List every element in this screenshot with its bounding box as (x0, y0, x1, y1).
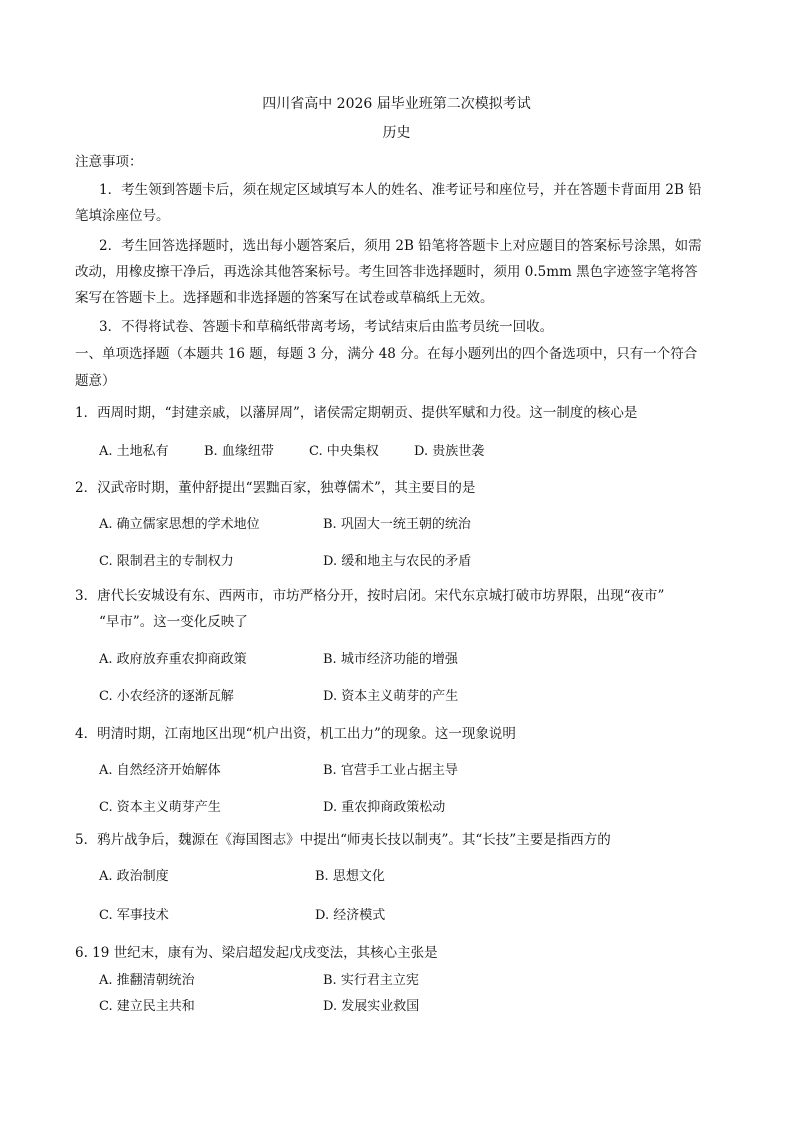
notice-item-2-line-2: 改动，用橡皮擦干净后，再选涂其他答案标号。考生回答非选择题时，须用 0.5mm 黑色字迹签字笔将答 (75, 264, 698, 280)
question-2-option-b: B. 巩固大一统王朝的统治 (323, 517, 471, 532)
notice-item-3: 3．不得将试卷、答题卡和草稿纸带离考场，考试结束后由监考员统一回收。 (99, 319, 554, 335)
question-5-option-c: C. 军事技术 (99, 908, 169, 923)
notice-item-2-line-1: 2．考生回答选择题时，选出每小题答案后，须用 2B 铅笔将答题卡上对应题目的答案标号涂黑，如需 (99, 238, 702, 254)
question-6-option-b: B. 实行君主立宪 (323, 973, 419, 988)
question-1-option-a: A. 土地私有 (99, 444, 169, 459)
question-3-option-d: D. 资本主义萌芽的产生 (323, 689, 459, 704)
question-3-option-a: A. 政府放弃重农抑商政策 (99, 652, 247, 667)
question-1-stem: 1．西周时期，“封建亲戚，以藩屏周”，诸侯需定期朝贡、提供军赋和力役。这一制度的核心是 (75, 405, 638, 421)
question-6-option-c: C. 建立民主共和 (99, 999, 195, 1014)
exam-title: 四川省高中 2026 届毕业班第二次模拟考试 (262, 96, 531, 112)
question-4-option-a: A. 自然经济开始解体 (99, 763, 221, 778)
question-4-stem: 4．明清时期，江南地区出现“机户出资，机工出力”的现象。这一现象说明 (75, 726, 516, 742)
exam-subject: 历史 (382, 125, 411, 141)
question-2-stem: 2．汉武帝时期，董仲舒提出“罢黜百家，独尊儒术”，其主要目的是 (75, 480, 476, 496)
question-4-option-b: B. 官营手工业占据主导 (323, 763, 458, 778)
notice-item-1-line-2: 笔填涂座位号。 (75, 208, 170, 224)
question-5-option-b: B. 思想文化 (315, 869, 385, 884)
question-4-option-d: D. 重农抑商政策松动 (323, 800, 446, 815)
question-6-option-a: A. 推翻清朝统治 (99, 973, 195, 988)
section-heading-line-1: 一、单项选择题（本题共 16 题，每题 3 分，满分 48 分。在每小题列出的四个备选项中，只有一个符合 (75, 346, 698, 362)
question-6-stem: 6. 19 世纪末，康有为、梁启超发起戊戌变法，其核心主张是 (75, 945, 438, 961)
question-3-option-c: C. 小农经济的逐渐瓦解 (99, 689, 234, 704)
question-1-option-b: B. 血缘纽带 (204, 444, 274, 459)
question-3-option-b: B. 城市经济功能的增强 (323, 652, 458, 667)
question-3-stem-line-1: 3．唐代长安城设有东、西两市，市坊严格分开，按时启闭。宋代东京城打破市坊界限，出现“夜市” (75, 588, 665, 604)
question-5-stem: 5．鸦片战争后，魏源在《海国图志》中提出“师夷长技以制夷”。其“长技”主要是指西方的 (75, 832, 611, 848)
question-1-option-d: D. 贵族世袭 (414, 444, 485, 459)
question-6-option-d: D. 发展实业救国 (323, 999, 420, 1014)
notice-item-1-line-1: 1．考生领到答题卡后，须在规定区域填写本人的姓名、准考证号和座位号，并在答题卡背面用 2B 铅 (99, 182, 702, 198)
question-2-option-c: C. 限制君主的专制权力 (99, 554, 234, 569)
question-5-option-d: D. 经济模式 (315, 908, 386, 923)
notice-heading: 注意事项： (75, 154, 143, 170)
question-4-option-c: C. 资本主义萌芽产生 (99, 800, 221, 815)
notice-item-2-line-3: 案写在答题卡上。选择题和非选择题的答案写在试卷或草稿纸上无效。 (75, 290, 494, 306)
section-heading-line-2: 题意） (75, 373, 116, 389)
question-5-option-a: A. 政治制度 (99, 869, 169, 884)
question-2-option-a: A. 确立儒家思想的学术地位 (99, 517, 260, 532)
question-3-stem-line-2: “早市”。这一变化反映了 (99, 614, 248, 630)
question-1-option-c: C. 中央集权 (309, 444, 379, 459)
question-2-option-d: D. 缓和地主与农民的矛盾 (323, 554, 472, 569)
